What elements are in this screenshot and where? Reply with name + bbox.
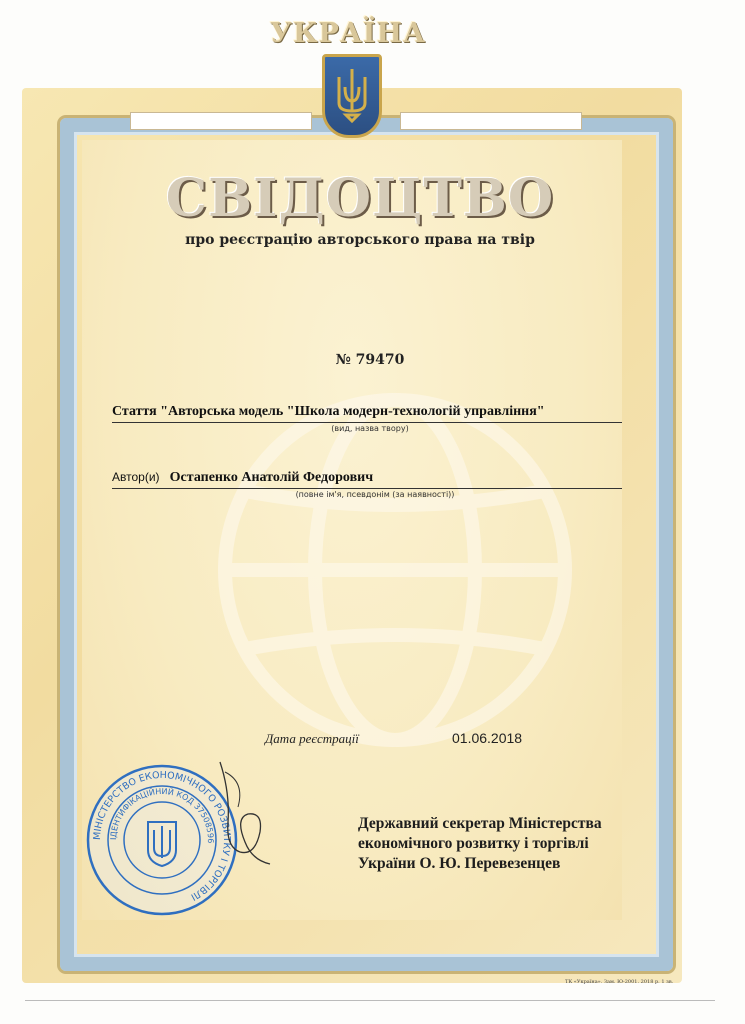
handwritten-signature — [200, 752, 290, 872]
country-title: УКРАЇНА — [270, 18, 426, 49]
document-subtitle: про реєстрацію авторського права на твір — [185, 232, 535, 248]
bottom-divider — [25, 1000, 715, 1001]
document-title: СВІДОЦТВО — [165, 168, 555, 229]
author-name: Остапенко Анатолій Федорович — [169, 470, 374, 485]
globe-watermark — [165, 360, 585, 780]
signatory-line-3: України О. Ю. Перевезенцев — [358, 855, 561, 872]
work-title-hint: (вид, назва твору) — [331, 424, 409, 433]
ribbon-right — [400, 112, 582, 130]
registration-date: 01.06.2018 — [452, 730, 523, 746]
author-label: Автор(и) — [112, 470, 160, 484]
printing-note: ТК «Україна». Зам. Ю-2001. 2018 р. 1 зв. — [565, 979, 674, 985]
seal-code-text: ІДЕНТИФІКАЦІЙНИЙ КОД 37508596 — [108, 786, 216, 844]
coat-of-arms-icon — [322, 54, 382, 138]
signatory-block — [358, 814, 628, 874]
signatory-line-2: економічного розвитку і торгівлі — [358, 835, 589, 852]
certificate-number: № 79470 — [335, 352, 405, 368]
author-hint: (повне ім'я, псевдонім (за наявності)) — [295, 490, 455, 499]
work-title: Стаття "Авторська модель "Школа модерн-технологій управління" — [112, 404, 622, 423]
seal-ring-text: МІНІСТЕРСТВО ЕКОНОМІЧНОГО РОЗВИТКУ І ТОРГІВЛІ — [91, 769, 233, 903]
signatory-line-1: Державний секретар Міністерства — [358, 815, 602, 832]
registration-date-label: Дата реєстрації — [265, 731, 359, 746]
ribbon-left — [130, 112, 312, 130]
author-row — [112, 470, 622, 489]
